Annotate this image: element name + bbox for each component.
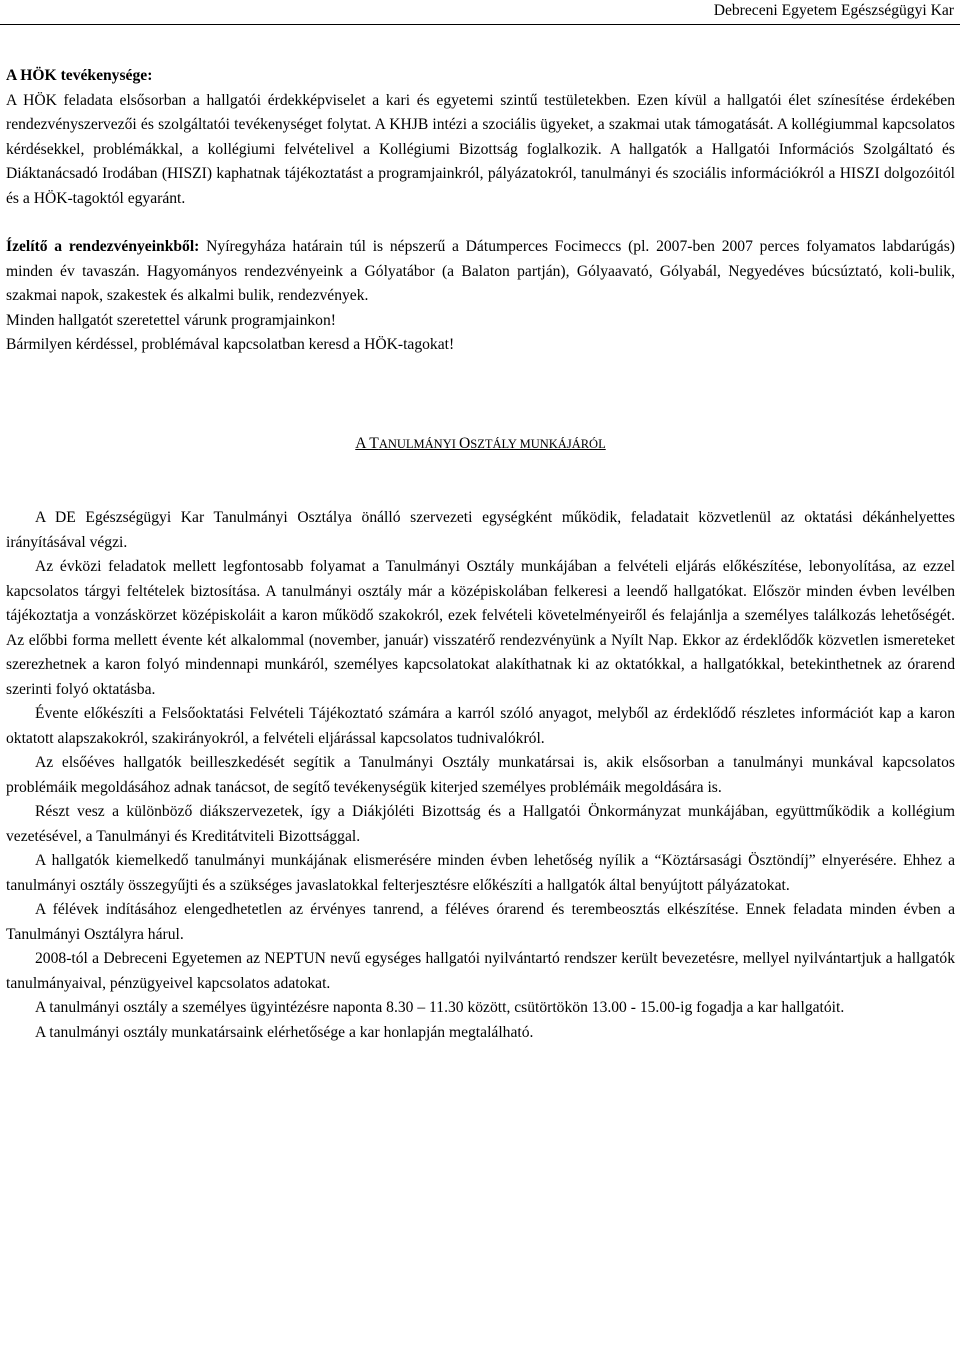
hok-heading: A HÖK tevékenysége:: [6, 67, 153, 84]
running-header: Debreceni Egyetem Egészségügyi Kar: [713, 2, 954, 19]
section-paragraph-4: Az elsőéves hallgatók beilleszkedését segítik a Tanulmányi Osztály munkatársai is, akik elsősorban a tanulmányi munkával kapcsolatos problémáik megoldásához adnak tanácsot, de segítő tevékenységük kiterjed személyes problémáik megoldására is.: [6, 754, 955, 796]
section-paragraph-6: A hallgatók kiemelkedő tanulmányi munkájának elismerésére minden évben lehetőség nyílik a “Köztársasági Ösztöndíj” elnyerésére. Ehhez a tanulmányi osztály összegyűjti és a szükséges javaslatokkal felterjesztésre előkészíti a hallgatók által benyújtott pályázatokat.: [6, 852, 955, 894]
events-text: Nyíregyháza határain túl is népszerű a Dátumperces Focimeccs (pl. 2007-ben 2007 perces folyamatos labdarúgás) minden év tavaszán. Hagyományos rendezvényeink a Gólyatábor (a Balaton partján), Gólyaavató, Gólyabál, Negyedéves búcsúztató, koli-bulik, szakmai napok, szakestek és alkalmi bulik, rendezvények.: [6, 238, 955, 304]
section-paragraph-9: A tanulmányi osztály a személyes ügyintézésre naponta 8.30 – 11.30 között, csütörtökön 13.00 - 15.00-ig fogadja a kar hallgatóit.: [35, 999, 845, 1016]
hok-paragraph: A HÖK feladata elsősorban a hallgatói érdekképviselet a kari és egyetemi szintű testületekben. Ezen kívül a hallgatói élet színesítése érdekében rendezvényszervezői és szolgáltatói tevékenységet folytat. A KHJB intézi a szociális ügyeket, a szakmai utak támogatását. A kollégiummal kapcsolatos kérdésekkel, problémákkal, a kollégiumi felvételivel a Kollégiumi Bizottság foglalkozik. A hallgatók a Hallgatói Információs Szolgáltató és Diáktanácsadó Irodában (HISZI) kaphatnak tájékoztatást a programjainkról, pályázatokról, tanulmányi és szociális információkról a HISZI dolgozóitól és a HÖK-tagoktól egyaránt.: [6, 91, 955, 207]
section-title: A TANULMÁNYI OSZTÁLY MUNKÁJÁRÓL: [355, 434, 606, 452]
welcome-line: Minden hallgatót szeretettel várunk programjainkon!: [6, 311, 336, 329]
section-paragraph-8: 2008-tól a Debreceni Egyetemen az NEPTUN nevű egységes hallgatói nyilvántartó rendszer került bevezetésre, mellyel nyilvántartjuk a hallgatók tanulmányaival, pénzügyeivel kapcsolatos adatokat.: [6, 950, 955, 992]
section-paragraph-3: Évente előkészíti a Felsőoktatási Felvételi Tájékoztató számára a karról szóló anyagot, melyből az érdeklődő részletes információt kap a karon oktatott alapszakokról, szakirányokról, a felvételi eljárással kapcsolatos tudnivalókról.: [6, 705, 955, 747]
section-paragraph-1: A DE Egészségügyi Kar Tanulmányi Osztálya önálló szervezeti egységként működik, feladatait közvetlenül az oktatási dékánhelyettes irányításával végzi.: [6, 509, 955, 551]
header-rule: [0, 24, 960, 25]
events-paragraph: [6, 235, 955, 309]
section-paragraph-2: Az évközi feladatok mellett legfontosabb folyamat a Tanulmányi Osztály munkájában a felvételi eljárás előkészítése, lebonyolítása, az ezzel kapcsolatos tárgyi feltételek biztosítása. A tanulmányi osztály már a középiskolában felkeresi a leendő hallgatókat. Először minden évben levélben tájékoztatja a vonzáskörzet középiskoláit a karon működő szakokról, ezek felvételi követelményeiről és felajánlja a személyes találkozás lehetőségét. Az előbbi forma mellett évente két alkalommal (november, január) visszatérő rendezvényünk a Nyílt Nap. Ekkor az érdeklődők közvetlen ismereteket szerezhetnek a karon folyó mindennapi munkáról, személyes kapcsolatokat alakíthatnak ki az oktatókkal, a hallgatókkal, betekinthetnek az órarend szerinti folyó oktatásba.: [6, 558, 955, 698]
contact-line: Bármilyen kérdéssel, problémával kapcsolatban keresd a HÖK-tagokat!: [6, 336, 455, 353]
spacer: [6, 211, 955, 235]
section-paragraph-7: A félévek indításához elengedhetetlen az érvényes tanrend, a féléves órarend és terembeosztás elkészítése. Ennek feladata minden évben a Tanulmányi Osztályra hárul.: [6, 901, 955, 943]
events-label: Ízelítő a rendezvényeinkből:: [6, 238, 200, 255]
document-body: [6, 64, 955, 1045]
section-paragraph-5: Részt vesz a különböző diákszervezetek, így a Diákjóléti Bizottság és a Hallgatói Önkormányzat munkájában, együttműködik a kollégium vezetésével, a Tanulmányi és Kreditátviteli Bizottsággal.: [6, 803, 955, 845]
section-paragraph-10: A tanulmányi osztály munkatársaink elérhetősége a kar honlapján megtalálható.: [35, 1023, 534, 1041]
